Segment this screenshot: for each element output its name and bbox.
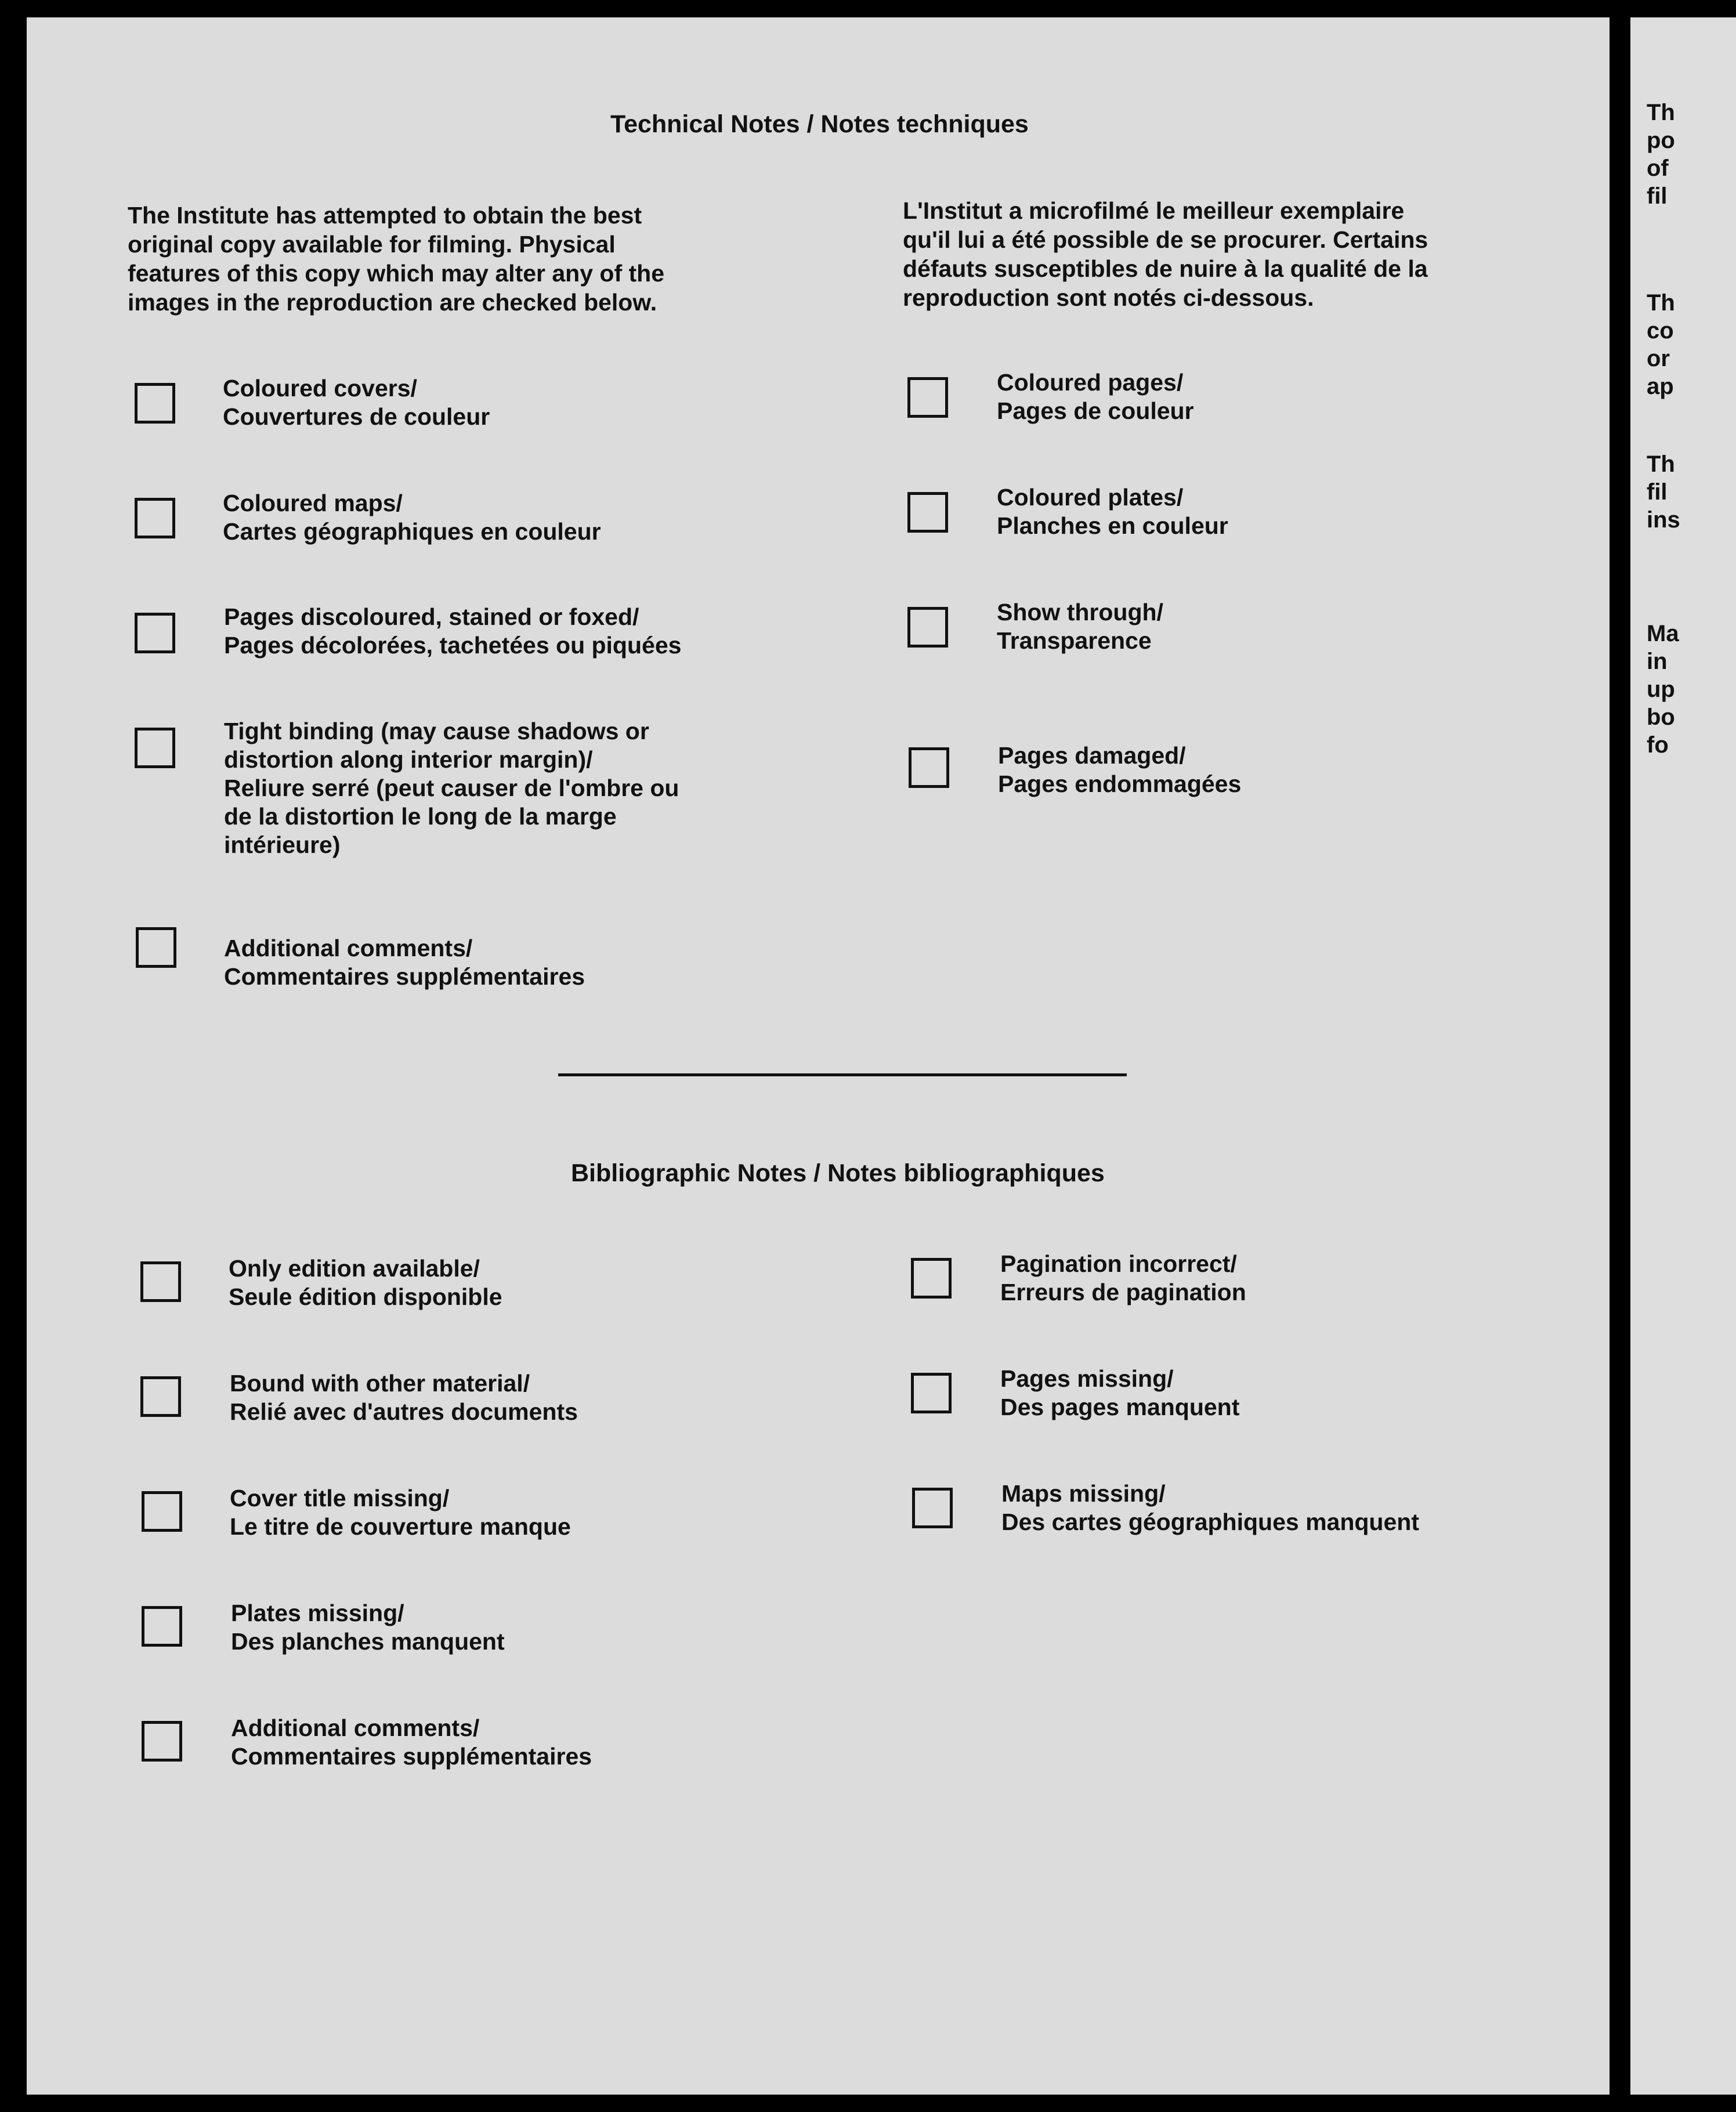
side-fragment: Th [1647, 100, 1675, 125]
intro-fr-line: défauts susceptibles de nuire à la qualité de la [903, 255, 1428, 282]
label-maps-missing: Maps missing/ Des cartes géographiques manquent [1001, 1480, 1419, 1535]
label-coloured-covers: Coloured covers/ Couvertures de couleur [223, 375, 490, 430]
label-tight-binding: Tight binding (may cause shadows or distortion along interior margin)/ Reliure serré (peut causer de l'ombre ou de la distortion le long de la marge intérieure) [224, 718, 679, 858]
checkbox-only-edition[interactable] [140, 1261, 181, 1302]
technical-notes-heading: Technical Notes / Notes techniques [610, 110, 1029, 138]
side-fragment: Th [1647, 451, 1675, 477]
intro-en-line: features of this copy which may alter any of the [128, 260, 665, 287]
label-pages-damaged: Pages damaged/ Pages endommagées [998, 742, 1242, 797]
intro-fr-line: reproduction sont notés ci-dessous. [903, 284, 1314, 311]
label-cover-title-missing: Cover title missing/ Le titre de couverture manque [230, 1485, 571, 1540]
checkbox-tight-binding[interactable] [135, 728, 175, 768]
side-fragment: in [1647, 649, 1668, 674]
checkbox-show-through[interactable] [907, 607, 948, 648]
document-page [27, 17, 1610, 2095]
checkbox-pages-missing[interactable] [911, 1373, 952, 1413]
label-show-through: Show through/ Transparence [997, 599, 1163, 654]
side-fragment: ap [1647, 374, 1674, 399]
label-coloured-maps: Coloured maps/ Cartes géographiques en couleur [223, 490, 601, 545]
side-fragment: po [1647, 128, 1675, 153]
intro-en-line: The Institute has attempted to obtain the best [128, 202, 642, 229]
technical-intro-fr [903, 196, 1428, 312]
label-only-edition: Only edition available/ Seule édition disponible [229, 1255, 502, 1310]
adjacent-page-edge [1630, 17, 1736, 2095]
intro-en-line: images in the reproduction are checked below. [128, 289, 657, 316]
checkbox-coloured-plates[interactable] [907, 492, 948, 533]
intro-en-line: original copy available for filming. Physical [128, 231, 616, 258]
label-coloured-pages: Coloured pages/ Pages de couleur [997, 369, 1194, 424]
checkbox-additional-comments-technical[interactable] [136, 927, 176, 968]
side-fragment: co [1647, 318, 1674, 343]
checkbox-pages-discoloured[interactable] [135, 613, 175, 653]
side-fragment: Ma [1647, 621, 1679, 646]
checkbox-additional-comments-bibliographic[interactable] [142, 1721, 182, 1762]
label-additional-comments-technical: Additional comments/ Commentaires supplémentaires [224, 935, 585, 990]
side-fragment: fil [1647, 479, 1668, 505]
section-divider [558, 1073, 1127, 1076]
side-fragment: ins [1647, 507, 1680, 533]
side-fragment: Th [1647, 290, 1675, 316]
checkbox-coloured-covers[interactable] [135, 383, 175, 424]
side-fragment: fo [1647, 732, 1669, 758]
checkbox-cover-title-missing[interactable] [142, 1491, 182, 1532]
intro-fr-line: L'Institut a microfilmé le meilleur exemplaire [903, 197, 1405, 224]
checkbox-bound-with-other[interactable] [140, 1376, 181, 1417]
checkbox-plates-missing[interactable] [142, 1606, 182, 1647]
label-plates-missing: Plates missing/ Des planches manquent [231, 1600, 505, 1655]
side-fragment: up [1647, 677, 1675, 702]
label-additional-comments-bibliographic: Additional comments/ Commentaires supplémentaires [231, 1715, 592, 1770]
checkbox-coloured-pages[interactable] [907, 377, 948, 418]
bibliographic-notes-heading: Bibliographic Notes / Notes bibliographiques [571, 1159, 1105, 1187]
technical-intro-en [128, 201, 664, 317]
checkbox-coloured-maps[interactable] [135, 498, 175, 538]
label-coloured-plates: Coloured plates/ Planches en couleur [997, 484, 1228, 539]
checkbox-pages-damaged[interactable] [909, 747, 949, 788]
label-pagination-incorrect: Pagination incorrect/ Erreurs de pagination [1000, 1250, 1246, 1305]
side-fragment: of [1647, 155, 1669, 181]
label-pages-missing: Pages missing/ Des pages manquent [1000, 1365, 1240, 1420]
intro-fr-line: qu'il lui a été possible de se procurer. Certains [903, 226, 1428, 253]
checkbox-maps-missing[interactable] [912, 1488, 953, 1528]
side-fragment: fil [1647, 183, 1668, 209]
side-fragment: or [1647, 346, 1670, 371]
checkbox-pagination-incorrect[interactable] [911, 1258, 952, 1299]
label-pages-discoloured: Pages discoloured, stained or foxed/ Pages décolorées, tachetées ou piquées [224, 603, 682, 659]
label-bound-with-other: Bound with other material/ Relié avec d'autres documents [230, 1370, 578, 1425]
side-fragment: bo [1647, 704, 1675, 730]
